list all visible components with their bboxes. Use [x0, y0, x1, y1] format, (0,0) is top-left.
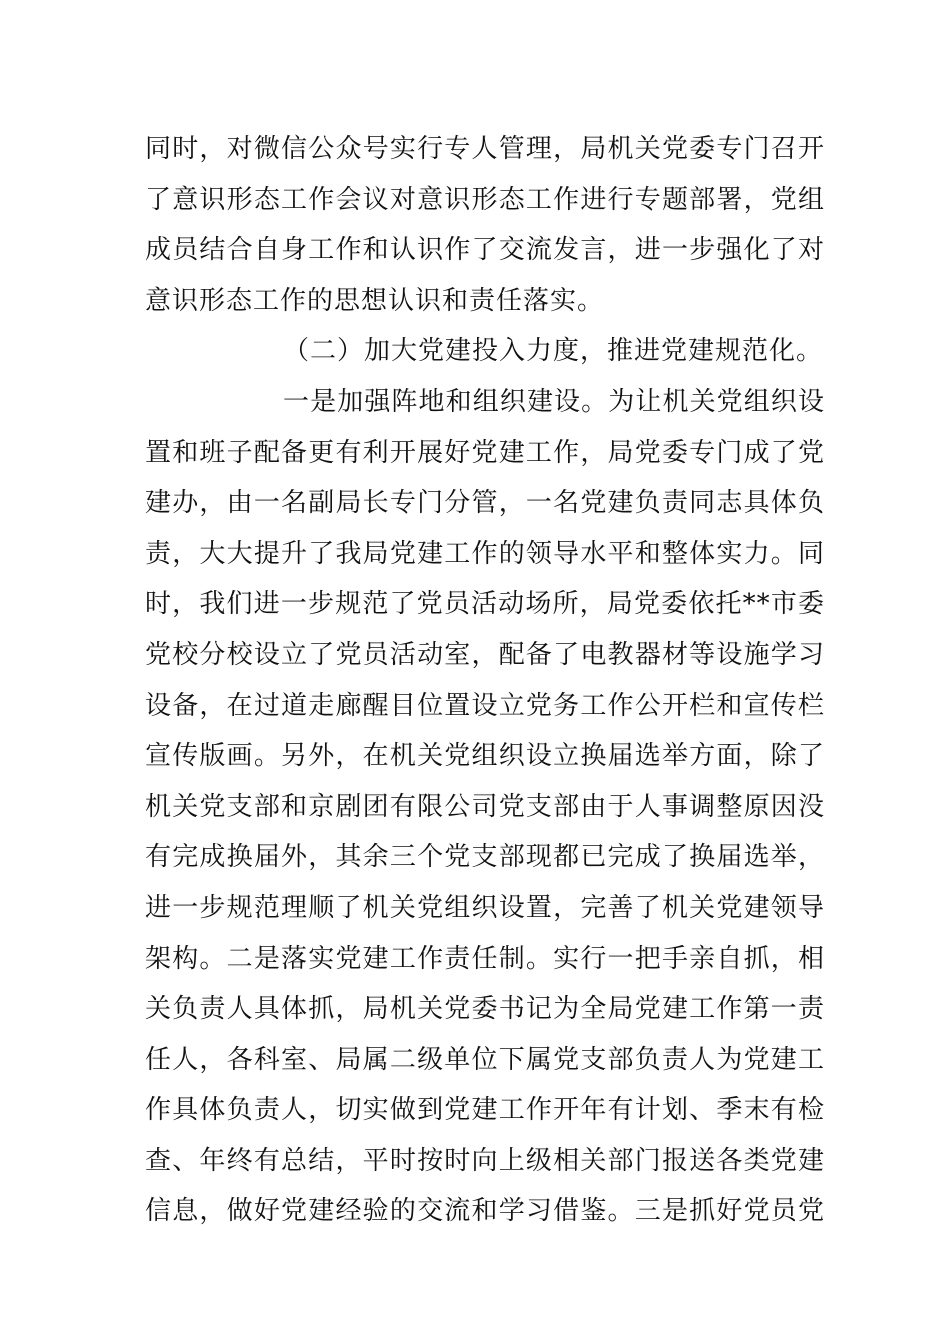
text-line: 一是加强阵地和组织建设。为让机关党组织设 [283, 386, 825, 417]
text-line: 党校分校设立了党员活动室，配备了电教器材等设施学习 [145, 639, 825, 670]
text-line: 同时，对微信公众号实行专人管理，局机关党委专门召开 [145, 134, 825, 164]
text-line: 成员结合自身工作和认识作了交流发言，进一步强化了对 [145, 235, 825, 266]
text-line: 有完成换届外，其余三个党支部现都已完成了换届选举， [145, 842, 825, 873]
text-line: 机关党支部和京剧团有限公司党支部由于人事调整原因没 [145, 791, 825, 822]
text-line: 设备，在过道走廊醒目位置设立党务工作公开栏和宣传栏 [145, 690, 825, 721]
text-line: 作具体负责人，切实做到党建工作开年有计划、季末有检 [145, 1095, 825, 1126]
text-line: 关负责人具体抓，局机关党委书记为全局党建工作第一责 [145, 994, 825, 1025]
text-line: 责，大大提升了我局党建工作的领导水平和整体实力。同 [145, 538, 825, 569]
text-line: 建办，由一名副局长专门分管，一名党建负责同志具体负 [145, 488, 825, 519]
text-line: 查、年终有总结，平时按时向上级相关部门报送各类党建 [145, 1145, 825, 1176]
text-line: 进一步规范理顺了机关党组织设置，完善了机关党建领导 [145, 892, 825, 923]
text-line: 时，我们进一步规范了党员活动场所，局党委依托**市委 [145, 589, 825, 620]
text-line: 架构。二是落实党建工作责任制。实行一把手亲自抓，相 [145, 943, 825, 974]
text-line: 置和班子配备更有利开展好党建工作，局党委专门成了党 [145, 437, 825, 468]
section-heading: （二）加大党建投入力度，推进党建规范化。 [283, 336, 824, 367]
text-line: 信息，做好党建经验的交流和学习借鉴。三是抓好党员党 [145, 1196, 825, 1227]
text-line: 意识形态工作的思想认识和责任落实。 [145, 285, 605, 316]
text-line: 宣传版画。另外，在机关党组织设立换届选举方面，除了 [145, 741, 825, 772]
text-line: 了意识形态工作会议对意识形态工作进行专题部署，党组 [145, 184, 825, 215]
text-line: 任人，各科室、局属二级单位下属党支部负责人为党建工 [145, 1044, 825, 1075]
body-text [145, 124, 825, 1237]
